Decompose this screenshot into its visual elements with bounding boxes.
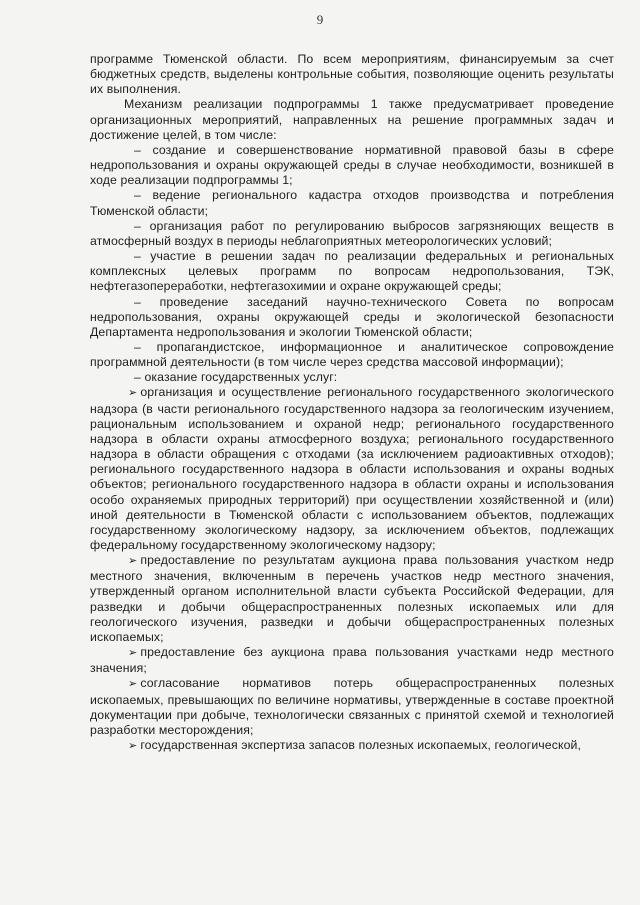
document-body [90,52,614,754]
arrow-bullet-icon: ➢ [128,555,138,568]
arrow-bullet-icon: ➢ [128,647,138,660]
bullet-item-text: согласование нормативов потерь общераспространенных полезных ископаемых, превышающих по величине нормативы, утвержденные в составе проектной документации при добыче, технологически связанных с принятой схемой и технологией разработки месторождения; [90,676,614,737]
list-item: – пропагандистское, информационное и аналитическое сопровождение программной деятельности (в том числе через средства массовой информации); [90,339,614,370]
page-number: 9 [316,12,324,27]
bullet-item-text: предоставление по результатам аукциона права пользования участком недр местного значения, включенным в перечень участков недр местного значения, утвержденный органом исполнительной власти субъекта Российской Федерации, для разведки и добычи общераспространенных полезных ископаемых или для геологического изучения, разведки и добычи общераспространенных полезных ископаемых; [90,553,614,644]
bullet-item [90,676,614,738]
list-item: – проведение заседаний научно-технического Совета по вопросам недропользования, охраны окружающей среды и экологической безопасности Департамента недропользования и экологии Тюменской области; [90,294,614,339]
list-item: – оказание государственных услуг: [134,370,338,385]
bullet-item-text: государственная экспертиза запасов полезных ископаемых, геологической, [140,738,582,753]
bullet-item-text: предоставление без аукциона права пользования участками недр местного значения; [90,645,614,676]
arrow-bullet-icon: ➢ [128,387,138,400]
arrow-bullet-icon: ➢ [128,740,138,753]
list-item: – создание и совершенствование нормативной правовой базы в сфере недропользования и охраны окружающей среды в случае необходимости, возникшей в ходе реализации подпрограммы 1; [90,142,614,188]
bullet-item-text: организация и осуществление регионального государственного экологического надзора (в части регионального государственного надзора за геологическим изучением, рациональным использованием и охраной недр; регионального государственного надзора в области охраны атмосферного воздуха; регионального государственного надзора в области обращения с отходами (за исключением радиоактивных отходов); регионального государственного надзора в области использования и охраны водных объектов; регионального государственного надзора в области охраны и использования особо охраняемых природных территорий) при осуществлении хозяйственной и (или) иной деятельности в Тюменской области с использованием объектов, подлежащих государственному экологическому надзору, за исключением объектов, подлежащих федеральному государственному экологическому надзору; [90,385,614,552]
arrow-bullet-icon: ➢ [128,678,138,691]
bullet-item [90,738,614,754]
bullet-item [90,645,614,676]
paragraph-continuation: программе Тюменской области. По всем мероприятиям, финансируемым за счет бюджетных средств, выделены контрольные события, позволяющие оценить результаты их выполнения. [90,52,614,97]
bullet-item [90,553,614,645]
list-item: – участие в решении задач по реализации федеральных и региональных комплексных целевых программ по вопросам недропользования, ТЭК, нефтегазопереработки, нефтегазохимии и охране окружающей среды; [90,249,614,294]
bullet-item [90,385,614,553]
paragraph-mechanism: Механизм реализации подпрограммы 1 также предусматривает проведение организационных мероприятий, направленных на решение программных задач и достижение целей, в том числе: [90,97,614,142]
list-item: – организация работ по регулированию выбросов загрязняющих веществ в атмосферный воздух в периоды неблагоприятных метеорологических условий; [90,218,614,248]
list-item: – ведение регионального кадастра отходов производства и потребления Тюменской области; [90,188,614,218]
